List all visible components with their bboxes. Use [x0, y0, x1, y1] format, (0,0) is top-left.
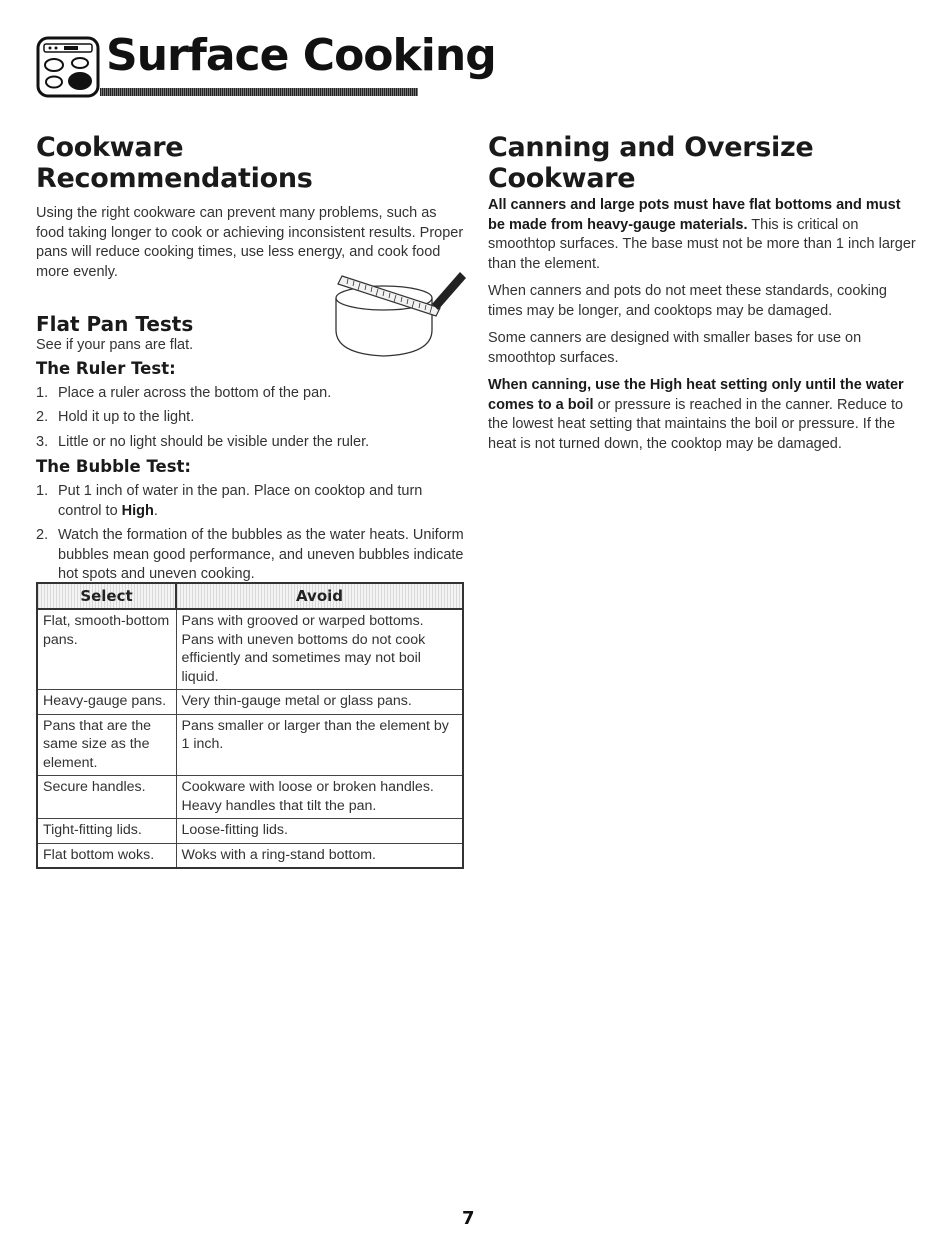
list-item: 2. Hold it up to the light.	[36, 409, 195, 425]
avoid-cell: Cookware with loose or broken handles. Heavy handles that tilt the pan.	[176, 776, 463, 819]
canning-paragraph-3: Some canners are designed with smaller bases for use on smoothtop surfaces.	[488, 330, 862, 366]
cookware-recommendations-section	[36, 132, 464, 590]
avoid-cell: Woks with a ring-stand bottom.	[176, 843, 463, 868]
ruler-test-heading: The Ruler Test:	[36, 358, 176, 378]
select-cell: Flat, smooth-bottom pans.	[37, 609, 176, 690]
column-header-avoid: Avoid	[176, 583, 463, 609]
list-item: 3. Little or no light should be visible under the ruler.	[36, 433, 370, 450]
pan-ruler-illustration	[328, 268, 468, 360]
bubble-test-steps	[36, 482, 464, 585]
canning-paragraph-4: When canning, use the High heat setting only until the water comes to a boil or pressure is reached in the canner. Reduce to the lowest heat setting that maintains the boil or pressure. If the heat is not turned down, the cooktop may be damaged.	[488, 377, 904, 452]
page-header	[36, 30, 496, 100]
cookware-recommendations-heading: Cookware Recommendations	[36, 132, 313, 194]
cooktop-icon	[36, 36, 100, 98]
canning-paragraph-2: When canners and pots do not meet these standards, cooking times may be longer, and cooktops may be damaged.	[488, 283, 887, 319]
header-rule	[100, 88, 418, 96]
canning-paragraph-1: All canners and large pots must have flat bottoms and must be made from heavy-gauge materials. This is critical on smoothtop surfaces. The base must not be more than 1 inch larger than the element.	[488, 197, 916, 272]
section-title: Surface Cooking	[106, 30, 496, 81]
table-row	[37, 609, 463, 690]
select-cell: Flat bottom woks.	[37, 843, 176, 868]
table-row	[37, 714, 463, 776]
column-header-select: Select	[37, 583, 176, 609]
list-item: 1. Place a ruler across the bottom of the pan.	[36, 384, 332, 401]
select-cell: Pans that are the same size as the element.	[37, 714, 176, 776]
select-cell: Tight-fitting lids.	[37, 819, 176, 844]
ruler-test-steps	[36, 384, 464, 453]
avoid-cell: Pans smaller or larger than the element by 1 inch.	[176, 714, 463, 776]
select-cell: Secure handles.	[37, 776, 176, 819]
avoid-cell: Loose-fitting lids.	[176, 819, 463, 844]
flat-pan-tests-heading: Flat Pan Tests	[36, 312, 194, 336]
cookware-table-wrap	[36, 582, 464, 869]
page-number: 7	[462, 1208, 475, 1229]
table-header-row	[37, 583, 463, 609]
bubble-test-heading: The Bubble Test:	[36, 457, 192, 476]
intro-paragraph: Using the right cookware can prevent many problems, such as food taking longer to cook or achieving inconsistent results. Proper pans will reduce cooking times, use less energy, and cook food more evenly.	[36, 205, 464, 280]
avoid-cell: Pans with grooved or warped bottoms. Pans with uneven bottoms do not cook efficiently and sometimes may not boil liquid.	[176, 609, 463, 690]
canning-oversize-section	[488, 132, 916, 454]
list-item: 1. Put 1 inch of water in the pan. Place on cooktop and turn control to High.	[36, 483, 423, 519]
list-item: 2. Watch the formation of the bubbles as the water heats. Uniform bubbles mean good performance, and uneven bubbles indicate hot spots and uneven cooking.	[36, 527, 464, 582]
cookware-select-avoid-table	[36, 582, 464, 869]
table-row	[37, 819, 463, 844]
canning-oversize-heading: Canning and Oversize Cookware	[488, 132, 814, 194]
table-row	[37, 843, 463, 868]
select-cell: Heavy-gauge pans.	[37, 690, 176, 715]
avoid-cell: Very thin-gauge metal or glass pans.	[176, 690, 463, 715]
table-row	[37, 776, 463, 819]
table-row	[37, 690, 463, 715]
flat-pan-tests-subtitle: See if your pans are flat.	[36, 337, 194, 353]
